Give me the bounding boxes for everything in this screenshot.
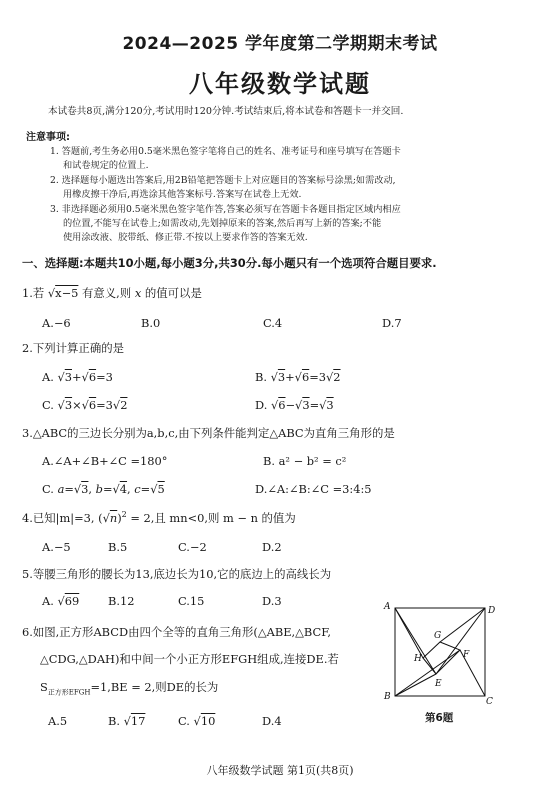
option-a[interactable]: A.∠A+∠B+∠C =180° — [42, 454, 168, 468]
option-b[interactable]: B. a² − b² = c² — [263, 454, 347, 468]
segment-ah — [395, 608, 423, 658]
label-e: E — [435, 679, 442, 689]
option-d: D.4 — [262, 714, 282, 728]
note-line: 使用涂改液、胶带纸、修正带.不按以上要求作答的答案无效. — [63, 232, 308, 243]
segment-bf — [395, 650, 460, 696]
segment-be — [395, 674, 436, 696]
exam-intro: 本试卷共8页,满分120分,考试用时120分钟.考试结束后,将本试卷和答题卡一并交回. — [48, 106, 404, 117]
square-figure — [380, 600, 500, 710]
question-6-line1: 6.如图,正方形ABCD由四个全等的直角三角形(△ABE,△BCF, — [22, 625, 331, 639]
option-b[interactable]: B.12 — [108, 594, 135, 608]
note-line: 1. 答题前,考生务必用0.5毫米黑色签字笔将自己的姓名、准考证号和座号填写在答题卡 — [50, 146, 401, 157]
option-c[interactable]: C.15 — [178, 594, 205, 608]
option-a[interactable]: A. √69 — [42, 594, 80, 608]
segment-de — [436, 608, 485, 674]
segment-ae — [395, 608, 436, 674]
label-c: C — [486, 697, 493, 707]
option-d[interactable]: D.∠A:∠B:∠C =3:4:5 — [255, 482, 372, 496]
option-d[interactable]: D.2 — [262, 540, 282, 554]
figure-caption: 第6题 — [425, 712, 454, 724]
question-4: 4.已知|m|=3, $(√n)^2 = 2$,且 mn<0,则 m − n 的值为 — [22, 510, 296, 525]
option-c[interactable]: C. √10 — [178, 714, 216, 728]
exam-subtitle: 八年级数学试题 — [189, 70, 371, 98]
option-c[interactable]: C. a=√3, b=√4, c=√5 — [42, 482, 165, 496]
question-1: 1.若 √x−5 有意义,则 x 的值可以是 — [22, 286, 202, 300]
label-h: H — [414, 654, 422, 664]
option-b[interactable]: B.0 — [141, 316, 161, 330]
label-d: D — [488, 606, 496, 616]
note-line: 2. 选择题每小题选出答案后,用2B铅笔把答题卡上对应题目的答案标号涂黑;如需改动, — [50, 175, 396, 186]
option-c[interactable]: C. √3×√6=3√2 — [42, 398, 128, 412]
option-d[interactable]: D.3 — [262, 594, 282, 608]
question-6-line3: $S_{正方形EFGH}=1,BE = 2$,则DE的长为 — [40, 680, 219, 697]
notes-heading: 注意事项: — [26, 132, 70, 143]
exam-title: 2024—2025 学年度第二学期期末考试 — [122, 34, 438, 54]
option-d[interactable]: D. √6−√3=√3 — [255, 398, 334, 412]
question-5: 5.等腰三角形的腰长为13,底边长为10,它的底边上的高线长为 — [22, 567, 332, 581]
note-line: 和试卷规定的位置上. — [63, 160, 149, 171]
option-a[interactable]: A.−5 — [42, 540, 71, 554]
small-square-efgh — [423, 642, 460, 674]
option-b[interactable]: B. √17 — [108, 714, 146, 728]
segment-dg — [440, 608, 485, 642]
label-g: G — [434, 631, 442, 641]
option-a[interactable]: A.−6 — [42, 316, 71, 330]
note-line: 3. 非选择题必须用0.5毫米黑色签字笔作答,答案必须写在答题卡各题目指定区域内相应 — [50, 204, 401, 215]
question-6-line2: △CDG,△DAH)和中间一个小正方形EFGH组成,连接DE.若 — [40, 652, 339, 666]
note-line: 的位置,不能写在试卷上;如需改动,先划掉原来的答案,然后再写上新的答案;不能 — [63, 218, 382, 229]
question-3: 3.△ABC的三边长分别为a,b,c,由下列条件能判定△ABC为直角三角形的是 — [22, 426, 395, 440]
note-line: 用橡皮擦干净后,再选涂其他答案标号.答案写在试卷上无效. — [63, 189, 302, 200]
page-footer: 八年级数学试题 第1页(共8页) — [206, 764, 354, 777]
label-f: F — [463, 650, 470, 660]
label-b: B — [384, 692, 391, 702]
question-2: 2.下列计算正确的是 — [22, 341, 124, 355]
option-b[interactable]: B.5 — [108, 540, 128, 554]
option-c[interactable]: C.−2 — [178, 540, 207, 554]
option-a[interactable]: A.5 — [48, 714, 68, 728]
label-a: A — [384, 602, 391, 612]
option-c[interactable]: C.4 — [263, 316, 283, 330]
option-b[interactable]: B. √3+√6=3√2 — [255, 370, 341, 384]
option-d[interactable]: D.7 — [382, 316, 402, 330]
section-heading: 一、选择题:本题共10小题,每小题3分,共30分.每小题只有一个选项符合题目要求. — [22, 256, 437, 270]
option-a[interactable]: A. √3+√6=3 — [42, 370, 113, 384]
